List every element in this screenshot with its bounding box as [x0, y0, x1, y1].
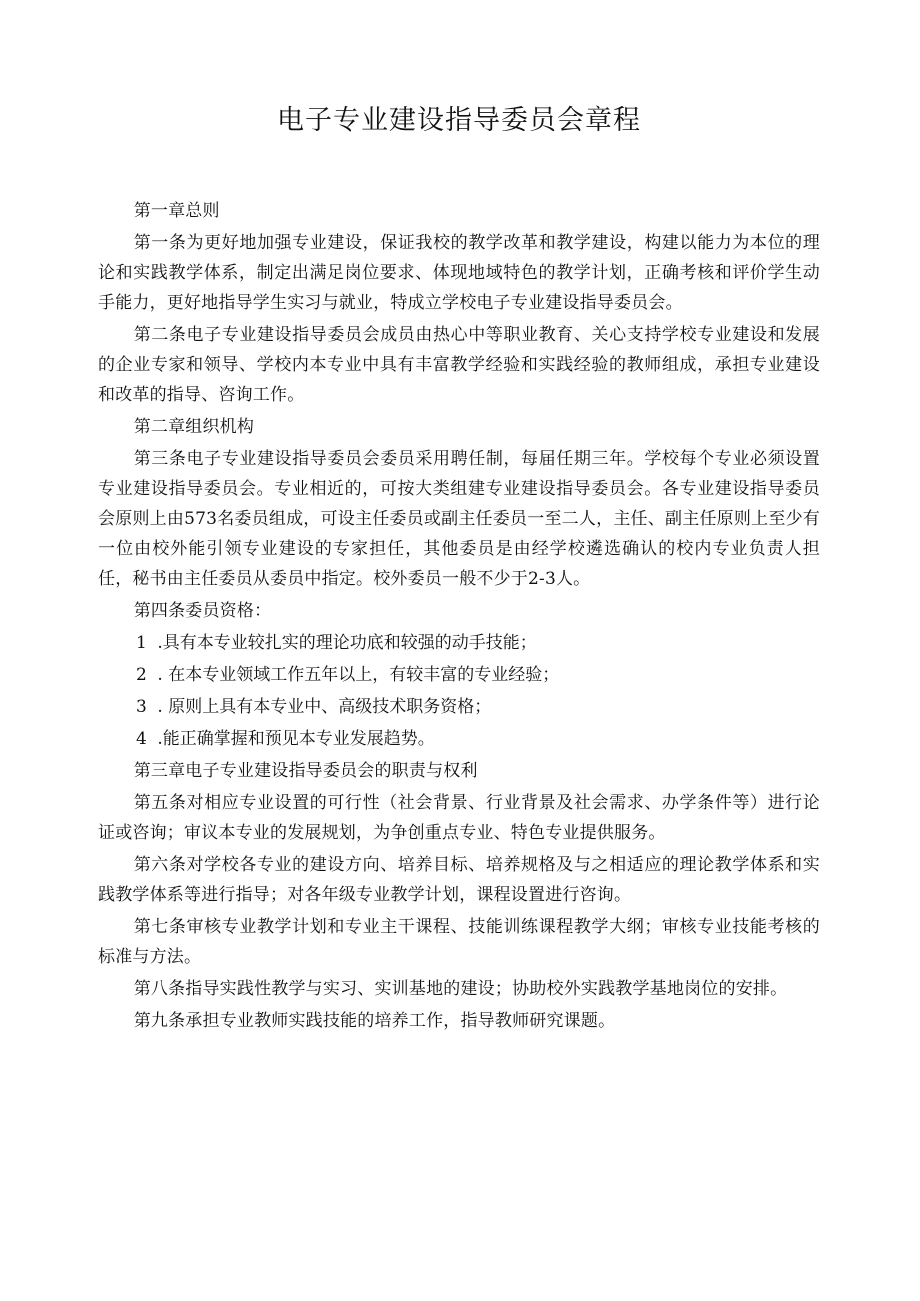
- article-1: 第一条为更好地加强专业建设，保证我校的教学改革和教学建设，构建以能力为本位的理论和实践教学体系，制定出满足岗位要求、体现地域特色的教学计划，正确考核和评价学生动手能力，更好地指导学生实习与就业，特成立学校电子专业建设指导委员会。: [98, 233, 820, 313]
- article-8: 第八条指导实践性教学与实习、实训基地的建设；协助校外实践教学基地岗位的安排。: [133, 979, 788, 999]
- article-5: 第五条对相应专业设置的可行性（社会背景、行业背景及社会需求、办学条件等）进行论证或咨询；审议本专业的发展规划，为争创重点专业、特色专业提供服务。: [98, 793, 820, 843]
- article-2: 第二条电子专业建设指导委员会成员由热心中等职业教育、关心支持学校专业建设和发展的企业专家和领导、学校内本专业中具有丰富教学经验和实践经验的教师组成，承担专业建设和改革的指导、咨询工作。: [98, 325, 820, 405]
- qualification-item: [98, 628, 820, 658]
- document-body: [98, 196, 820, 1036]
- qualification-item: [98, 660, 820, 690]
- article-6: 第六条对学校各专业的建设方向、培养目标、培养规格及与之相适应的理论教学体系和实践教学体系等进行指导；对各年级专业教学计划，课程设置进行咨询。: [98, 855, 820, 905]
- qualification-number: 4: [136, 729, 147, 749]
- qualification-text: .具有本专业较扎实的理论功底和较强的动手技能；: [157, 633, 537, 653]
- article-9: 第九条承担专业教师实践技能的培养工作，指导教师研究课题。: [133, 1011, 616, 1031]
- qualification-item: [98, 724, 820, 754]
- qualification-number: 1: [136, 633, 147, 653]
- qualification-number: 2: [136, 665, 147, 685]
- chapter-1-heading: 第一章总则: [133, 201, 220, 221]
- article-4: 第四条委员资格：: [133, 601, 272, 621]
- qualification-text: .能正确掌握和预见本专业发展趋势。: [157, 729, 435, 749]
- qualification-number: 3: [136, 697, 147, 717]
- qualification-text: . 在本专业领域工作五年以上，有较丰富的专业经验；: [157, 665, 560, 685]
- document-title: 电子专业建设指导委员会章程: [277, 105, 641, 136]
- qualification-item: [98, 692, 820, 722]
- chapter-2-heading: 第二章组织机构: [133, 417, 255, 437]
- chapter-3-heading: 第三章电子专业建设指导委员会的职责与权利: [133, 761, 478, 781]
- qualification-text: . 原则上具有本专业中、高级技术职务资格；: [157, 697, 492, 717]
- article-7: 第七条审核专业教学计划和专业主干课程、技能训练课程教学大纲；审核专业技能考核的标准与方法。: [98, 917, 820, 967]
- article-3: 第三条电子专业建设指导委员会委员采用聘任制，每届任期三年。学校每个专业必须设置专业建设指导委员会。专业相近的，可按大类组建专业建设指导委员会。各专业建设指导委员会原则上由573名委员组成，可设主任委员或副主任委员一至二人，主任、副主任原则上至少有一位由校外能引领专业建设的专家担任，其他委员是由经学校遴选确认的校内专业负责人担任，秘书由主任委员从委员中指定。校外委员一般不少于2-3人。: [98, 449, 820, 589]
